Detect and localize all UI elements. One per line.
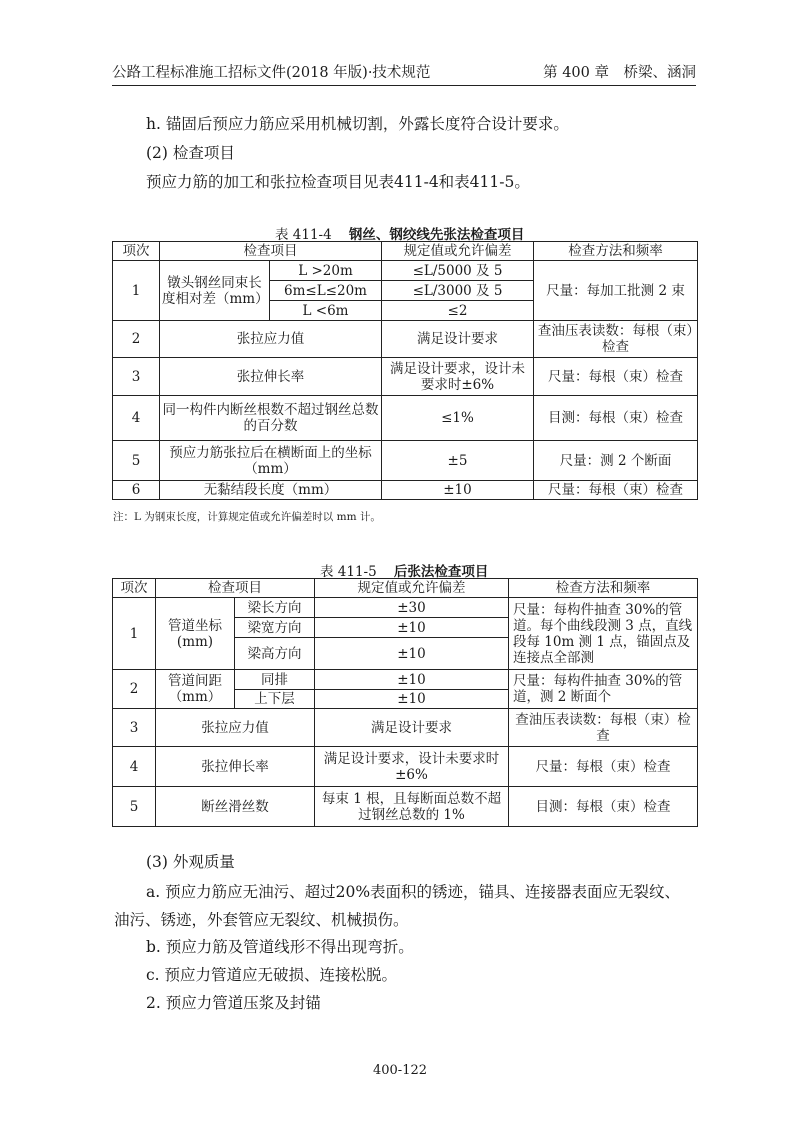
tolerance: 满足设计要求 xyxy=(382,321,534,358)
check-item: 镦头钢丝同束长度相对差（mm） xyxy=(160,261,270,321)
table-number: 表 411-5 xyxy=(320,564,377,580)
tolerance: 满足设计要求 xyxy=(315,709,509,747)
direction: 梁宽方向 xyxy=(235,618,315,638)
table-row xyxy=(113,709,698,747)
table-row xyxy=(113,787,698,827)
condition: L >20m xyxy=(270,261,382,281)
table-411-4-caption xyxy=(275,223,524,243)
table-title: 钢丝、钢绞线先张法检查项目 xyxy=(348,227,525,243)
tolerance: ±10 xyxy=(382,481,534,500)
tolerance: ±10 xyxy=(315,670,509,690)
method: 目测：每根（束）检查 xyxy=(509,787,698,827)
check-item: 管道间距（mm） xyxy=(156,670,235,709)
section-heading-grouting: 2. 预应力管道压浆及封锚 xyxy=(146,994,321,1012)
table-number: 表 411-4 xyxy=(275,227,332,243)
method: 尺量：每加工批测 2 束 xyxy=(534,261,698,321)
header-doc-title: 公路工程标准施工招标文件(2018 年版)·技术规范 xyxy=(112,65,431,81)
page-number: 400-122 xyxy=(372,1063,428,1078)
row-number: 1 xyxy=(113,598,156,670)
paragraph-a: a. 预应力筋应无油污、超过20%表面积的锈迹，锚具、连接器表面应无裂纹、 xyxy=(146,883,681,901)
method: 查油压表读数：每根（束）检查 xyxy=(509,709,698,747)
method: 查油压表读数：每根（束）检查 xyxy=(534,321,698,358)
condition: 6m≤L≤20m xyxy=(270,281,382,301)
table-row xyxy=(113,670,698,690)
row-number: 4 xyxy=(113,396,160,441)
table-row xyxy=(113,261,698,281)
header-cell: 规定值或允许偏差 xyxy=(315,579,509,598)
row-number: 2 xyxy=(113,321,160,358)
paragraph-b: b. 预应力筋及管道线形不得出现弯折。 xyxy=(146,938,414,956)
direction: 同排 xyxy=(235,670,315,690)
row-number: 5 xyxy=(113,787,156,827)
section-heading-check-items: (2) 检查项目 xyxy=(146,144,235,162)
row-number: 3 xyxy=(113,709,156,747)
method: 目测：每根（束）检查 xyxy=(534,396,698,441)
header-cell: 规定值或允许偏差 xyxy=(382,242,534,261)
row-number: 2 xyxy=(113,670,156,709)
method: 尺量：每根（束）检查 xyxy=(534,481,698,500)
row-number: 3 xyxy=(113,358,160,396)
check-item: 张拉应力值 xyxy=(160,321,382,358)
page-header xyxy=(112,55,696,86)
check-item: 张拉应力值 xyxy=(156,709,315,747)
header-cell: 检查方法和频率 xyxy=(534,242,698,261)
table-row xyxy=(113,598,698,618)
direction: 梁长方向 xyxy=(235,598,315,618)
check-item: 无黏结段长度（mm） xyxy=(160,481,382,500)
paragraph-h: h. 锚固后预应力筋应采用机械切割，外露长度符合设计要求。 xyxy=(146,115,569,133)
table-row xyxy=(113,747,698,787)
table-row xyxy=(113,321,698,358)
table-411-5-caption xyxy=(320,560,488,580)
tolerance: 每束 1 根，且每断面总数不超过钢丝总数的 1% xyxy=(315,787,509,827)
table-row xyxy=(113,358,698,396)
direction: 上下层 xyxy=(235,690,315,709)
table-header-row xyxy=(113,242,698,261)
method: 尺量：每构件抽查 30%的管道。每个曲线段测 3 点，直线段每 10m 测 1 点，锚固点及连接点全部测 xyxy=(509,598,698,670)
tolerance: 满足设计要求，设计未要求时±6% xyxy=(315,747,509,787)
header-cell: 项次 xyxy=(113,579,156,598)
direction: 梁高方向 xyxy=(235,638,315,670)
table-row xyxy=(113,441,698,481)
tolerance: ±10 xyxy=(315,690,509,709)
tolerance: ±30 xyxy=(315,598,509,618)
paragraph-table-reference: 预应力筋的加工和张拉检查项目见表411-4和表411-5。 xyxy=(146,173,530,191)
paragraph-c: c. 预应力管道应无破损、连接松脱。 xyxy=(146,966,398,984)
tolerance: ±10 xyxy=(315,618,509,638)
tolerance: ≤L/3000 及 5 xyxy=(382,281,534,301)
check-item: 张拉伸长率 xyxy=(160,358,382,396)
check-item: 断丝滑丝数 xyxy=(156,787,315,827)
check-item: 管道坐标(mm) xyxy=(156,598,235,670)
table-row xyxy=(113,396,698,441)
table-row xyxy=(113,481,698,500)
method: 尺量：测 2 个断面 xyxy=(534,441,698,481)
table-title: 后张法检查项目 xyxy=(393,564,489,580)
method: 尺量：每构件抽查 30%的管道，测 2 断面个 xyxy=(509,670,698,709)
method: 尺量：每根（束）检查 xyxy=(509,747,698,787)
header-cell: 检查项目 xyxy=(160,242,382,261)
paragraph-a-continued: 油污、锈迹，外套管应无裂纹、机械损伤。 xyxy=(114,911,409,929)
section-heading-appearance: (3) 外观质量 xyxy=(146,853,235,871)
method: 尺量：每根（束）检查 xyxy=(534,358,698,396)
table-411-4 xyxy=(112,241,698,500)
header-cell: 项次 xyxy=(113,242,160,261)
header-cell: 检查项目 xyxy=(156,579,315,598)
header-cell: 检查方法和频率 xyxy=(509,579,698,598)
tolerance: ≤L/5000 及 5 xyxy=(382,261,534,281)
table-header-row xyxy=(113,579,698,598)
row-number: 4 xyxy=(113,747,156,787)
tolerance: ≤2 xyxy=(382,301,534,321)
check-item: 预应力筋张拉后在横断面上的坐标（mm） xyxy=(160,441,382,481)
tolerance: ±10 xyxy=(315,638,509,670)
table-note: 注：L 为钢束长度，计算规定值或允许偏差时以 mm 计。 xyxy=(113,511,381,523)
row-number: 6 xyxy=(113,481,160,500)
header-chapter: 第 400 章 桥梁、涵洞 xyxy=(543,65,696,81)
check-item: 同一构件内断丝根数不超过钢丝总数的百分数 xyxy=(160,396,382,441)
row-number: 5 xyxy=(113,441,160,481)
row-number: 1 xyxy=(113,261,160,321)
tolerance: ≤1% xyxy=(382,396,534,441)
tolerance: 满足设计要求，设计未要求时±6% xyxy=(382,358,534,396)
check-item: 张拉伸长率 xyxy=(156,747,315,787)
tolerance: ±5 xyxy=(382,441,534,481)
table-411-5 xyxy=(112,578,698,827)
condition: L <6m xyxy=(270,301,382,321)
